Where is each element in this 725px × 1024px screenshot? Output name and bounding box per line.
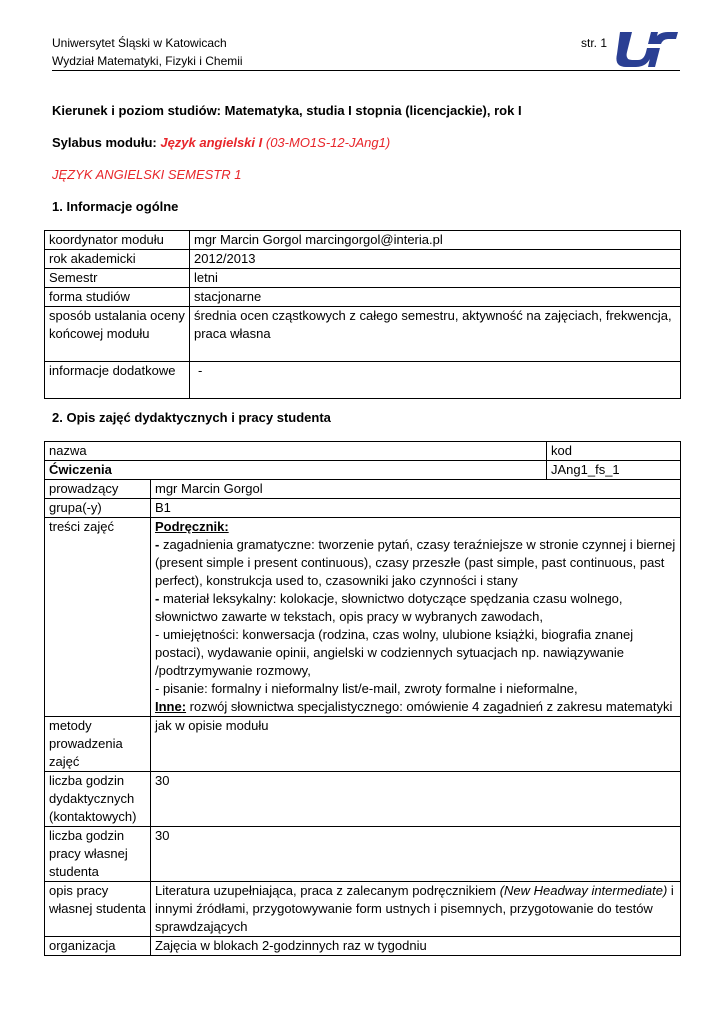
classes-table (44, 441, 681, 956)
university-name: Uniwersytet Śląski w Katowicach (52, 36, 227, 50)
content-item: Inne: rozwój słownictwa specjalistycznego: omówienie 4 zagadnień z zakresu matematyki (155, 699, 673, 714)
content-item: - zagadnienia gramatyczne: tworzenie pytań, czasy teraźniejsze w stronie czynnej i biernej (present simple i present continuous), czasy przeszłe (past simple, past continuous, past perfect), konstrukcja used to, czasowniki jako czynności i stany (155, 537, 676, 588)
other-label: Inne: (155, 699, 187, 714)
table-row (45, 480, 681, 499)
table-row (45, 269, 681, 288)
row-label: prowadzący (45, 480, 151, 499)
table-row (45, 518, 681, 717)
class-code: JAng1_fs_1 (547, 461, 681, 480)
row-label: Semestr (45, 269, 190, 288)
section1-heading: 1. Informacje ogólne (52, 199, 179, 214)
table-row (45, 362, 681, 399)
table-row (45, 461, 681, 480)
module-code: (03-MO1S-12-JAng1) (265, 135, 391, 150)
row-value: 2012/2013 (190, 250, 681, 269)
general-info-table (44, 230, 681, 399)
header-divider (52, 70, 680, 71)
row-value: letni (190, 269, 681, 288)
row-label: treści zajęć (45, 518, 151, 717)
row-value: stacjonarne (190, 288, 681, 307)
row-label: rok akademicki (45, 250, 190, 269)
row-label: informacje dodatkowe (45, 362, 190, 399)
row-label: sposób ustalania oceny końcowej modułu (45, 307, 190, 362)
row-label: metody prowadzenia zajęć (45, 717, 151, 772)
syllabus-title: Sylabus modułu: Język angielski I (03-MO1S-12-JAng1) (52, 135, 391, 150)
recommended-book: (New Headway intermediate) (499, 883, 668, 898)
row-label: liczba godzin dydaktycznych (kontaktowych) (45, 772, 151, 827)
table-row (45, 250, 681, 269)
content-item: - umiejętności: konwersacja (rodzina, czas wolny, ulubione książki, biografia znanej postaci), wydawanie opinii, angielski w codziennych sytuacjach np. nawiązywanie /podtrzymywanie rozmowy, (155, 627, 634, 678)
page-number: str. 1 (580, 36, 607, 50)
table-row (45, 288, 681, 307)
table-row (45, 937, 681, 956)
row-value: średnia ocen cząstkowych z całego semestru, aktywność na zajęciach, frekwencja, praca własna (190, 307, 681, 362)
table-row (45, 499, 681, 518)
table-row (45, 231, 681, 250)
row-label: koordynator modułu (45, 231, 190, 250)
row-label: opis pracy własnej studenta (45, 882, 151, 937)
page-header (52, 34, 607, 70)
row-label: organizacja (45, 937, 151, 956)
table-row (45, 882, 681, 937)
row-label: liczba godzin pracy własnej studenta (45, 827, 151, 882)
university-logo-icon (612, 30, 680, 68)
semester-title: JĘZYK ANGIELSKI SEMESTR 1 (52, 167, 242, 182)
table-row (45, 827, 681, 882)
col-name-header: nazwa (45, 442, 547, 461)
section2-heading: 2. Opis zajęć dydaktycznych i pracy studenta (52, 410, 331, 425)
faculty-name: Wydział Matematyki, Fizyki i Chemii (52, 54, 243, 68)
study-direction: Kierunek i poziom studiów: Matematyka, studia I stopnia (licencjackie), rok I (52, 103, 522, 118)
module-name: Język angielski I (160, 135, 263, 150)
row-value: mgr Marcin Gorgol (151, 480, 681, 499)
content-item: - materiał leksykalny: kolokacje, słownictwo dotyczące spędzania czasu wolnego, słownictwo zawarte w tekstach, opis pracy w wybranych zawodach, (155, 591, 623, 624)
row-value: Literatura uzupełniająca, praca z zalecanym podręcznikiem (New Headway intermediate) i innymi źródłami, przygotowywanie form ustnych i pisemnych, przygotowanie do testów sprawdzających (151, 882, 681, 937)
row-value: mgr Marcin Gorgol marcingorgol@interia.pl (190, 231, 681, 250)
row-value: - (190, 362, 681, 399)
row-value: Zajęcia w blokach 2-godzinnych raz w tygodniu (151, 937, 681, 956)
col-code-header: kod (547, 442, 681, 461)
table-row (45, 442, 681, 461)
course-content (151, 518, 681, 717)
row-label: forma studiów (45, 288, 190, 307)
table-row (45, 307, 681, 362)
table-row (45, 772, 681, 827)
class-name: Ćwiczenia (45, 461, 547, 480)
row-value: B1 (151, 499, 681, 518)
row-value: jak w opisie modułu (151, 717, 681, 772)
content-item: - pisanie: formalny i nieformalny list/e-mail, zwroty formalne i nieformalne, (155, 681, 578, 696)
row-value: 30 (151, 827, 681, 882)
textbook-label: Podręcznik: (155, 519, 229, 534)
table-row (45, 717, 681, 772)
row-label: grupa(-y) (45, 499, 151, 518)
row-value: 30 (151, 772, 681, 827)
